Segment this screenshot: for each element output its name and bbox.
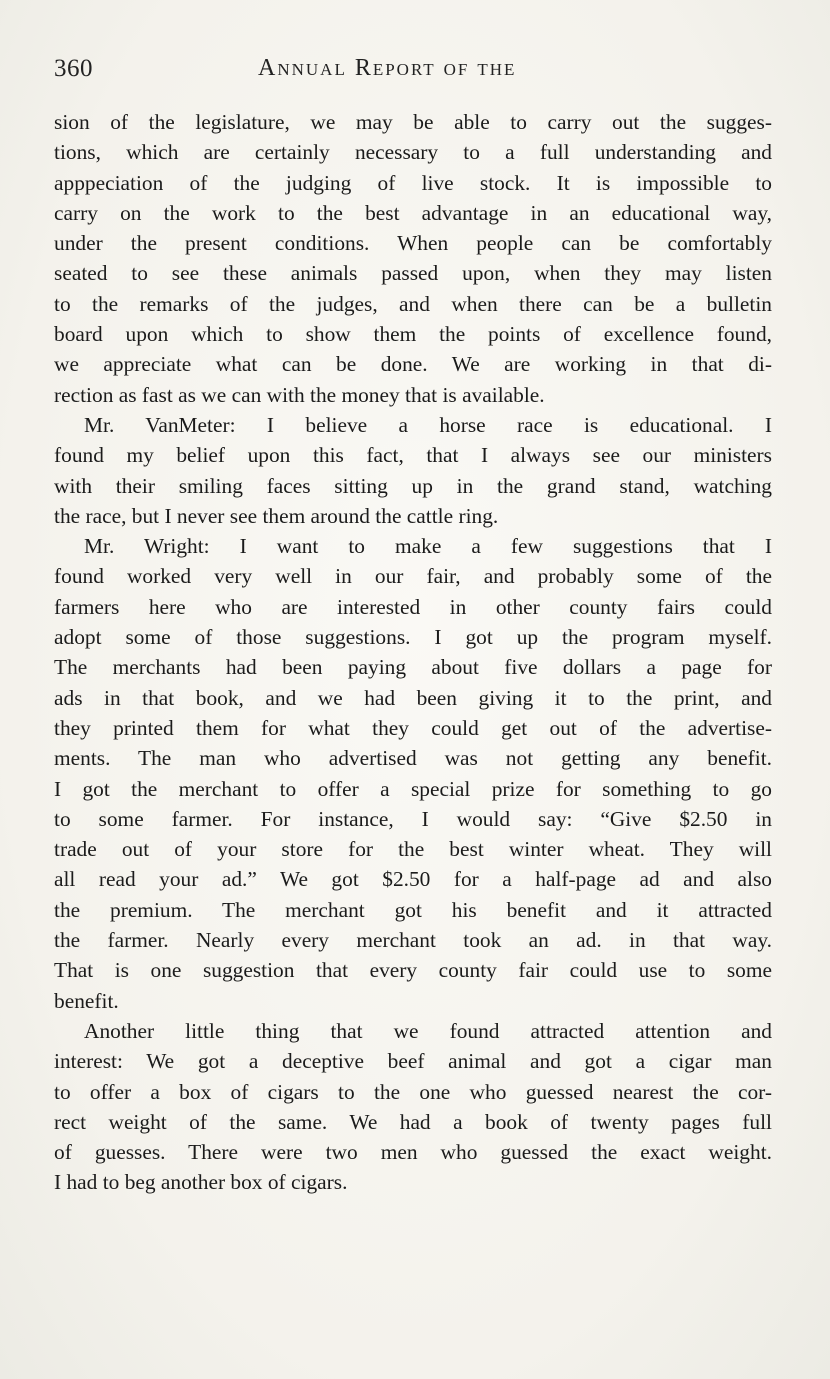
text-line: The merchants had been paying about five dollars a page for [54,655,772,680]
text-line: interest: We got a deceptive beef animal and got a cigar man [54,1049,772,1074]
text-line: Mr. VanMeter: I believe a horse race is educational. I [84,412,772,437]
paragraph [54,531,772,1016]
body-text [54,107,772,1198]
text-line: with their smiling faces sitting up in the grand stand, watching [54,473,772,498]
text-line: to some farmer. For instance, I would say: “Give $2.50 in [54,806,772,831]
text-line: Another little thing that we found attracted attention and [84,1018,772,1043]
text-line: under the present conditions. When people can be comfortably [54,231,772,256]
text-line: found my belief upon this fact, that I always see our ministers [54,443,772,468]
text-line: sion of the legislature, we may be able to carry out the sugges- [54,110,772,134]
text-line: I got the merchant to offer a special prize for something to go [54,776,772,801]
text-line: they printed them for what they could get out of the advertise- [54,715,772,740]
paragraph [54,1016,772,1198]
text-line: ments. The man who advertised was not getting any benefit. [54,746,772,771]
text-line: farmers here who are interested in other county fairs could [54,594,772,619]
text-line: Mr. Wright: I want to make a few suggestions that I [84,534,772,559]
text-line: apppeciation of the judging of live stock. It is impossible to [54,170,772,195]
text-line: seated to see these animals passed upon, when they may listen [54,261,772,286]
text-line: of guesses. There were two men who guessed the exact weight. [54,1140,772,1165]
text-line: all read your ad.” We got $2.50 for a half-page ad and also [54,867,772,892]
paragraph [54,107,772,410]
text-line: rect weight of the same. We had a book of twenty pages full [54,1109,772,1134]
text-line: rection as fast as we can with the money that is available. [54,382,545,407]
page-header [54,55,774,95]
text-line: That is one suggestion that every county fair could use to some [54,958,772,983]
page-number: 360 [54,55,93,82]
text-line: adopt some of those suggestions. I got up the program myself. [54,625,772,650]
text-line: the farmer. Nearly every merchant took an ad. in that way. [54,928,772,953]
running-head: Annual Report of the [258,55,517,81]
text-line: I had to beg another box of cigars. [54,1170,348,1195]
paragraph [54,410,772,531]
text-line: tions, which are certainly necessary to a full understanding and [54,140,772,165]
text-line: found worked very well in our fair, and probably some of the [54,564,772,589]
text-line: trade out of your store for the best winter wheat. They will [54,837,772,862]
text-line: benefit. [54,988,119,1013]
text-line: we appreciate what can be done. We are working in that di- [54,352,772,377]
text-line: board upon which to show them the points of excellence found, [54,322,772,347]
text-line: to the remarks of the judges, and when there can be a bulletin [54,291,772,316]
text-line: to offer a box of cigars to the one who guessed nearest the cor- [54,1079,772,1104]
text-line: ads in that book, and we had been giving it to the print, and [54,685,772,710]
text-line: the premium. The merchant got his benefit and it attracted [54,897,772,922]
text-line: carry on the work to the best advantage in an educational way, [54,200,772,225]
text-line: the race, but I never see them around the cattle ring. [54,503,499,528]
